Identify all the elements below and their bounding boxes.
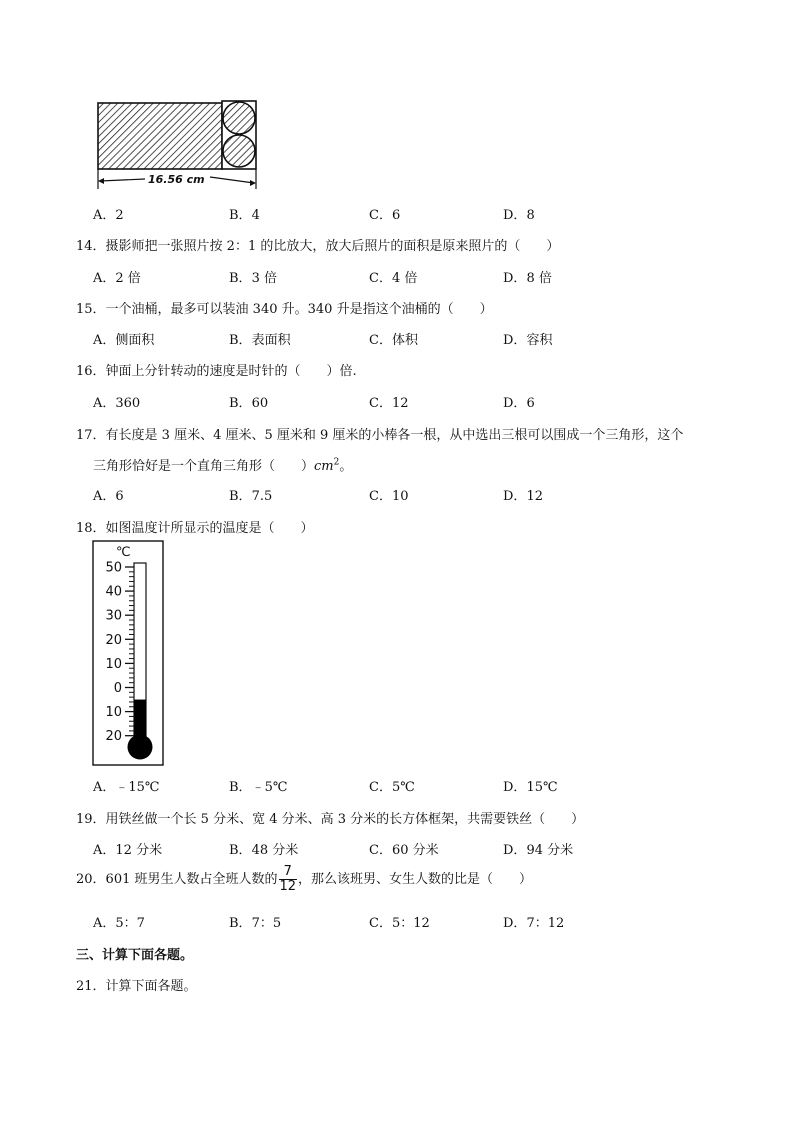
option-a: A．侧面积 [93, 333, 155, 348]
option-c: C．体积 [369, 333, 418, 348]
option-d: D．12 [503, 489, 543, 504]
question-21: 21．计算下面各题。 [76, 979, 197, 994]
option-d: D．8 [503, 208, 535, 223]
tick-label: 40 [105, 584, 122, 600]
option-b: B．7.5 [229, 489, 273, 504]
option-a: A．﹣15℃ [93, 780, 160, 795]
question-17-line-1: 17．有长度是 3 厘米、4 厘米、5 厘米和 9 厘米的小棒各一根，从中选出三根可以围成一个三角形，这个 [76, 428, 684, 443]
tick-label: 10 [105, 656, 122, 672]
option-c: C．10 [369, 489, 409, 504]
option-d: D．容积 [503, 333, 553, 348]
rectangle-circles-figure [90, 95, 262, 195]
option-b: B．48 分米 [229, 843, 299, 858]
option-c: C．12 [369, 396, 409, 411]
question-20: 20．601 班男生人数占全班人数的 $\frac{7}{12}$ ，那么该班男、女生人数的比是（ ） [76, 864, 533, 894]
option-a: A．2 [93, 208, 124, 223]
option-b: B．表面积 [229, 333, 291, 348]
bottom-circle [223, 135, 255, 167]
thermometer-frame [93, 541, 163, 765]
top-circle [223, 102, 255, 134]
question-19: 19．用铁丝做一个长 5 分米、宽 4 分米、高 3 分米的长方体框架，共需要铁丝（ ） [76, 812, 585, 827]
question-15: 15．一个油桶，最多可以装油 340 升。340 升是指这个油桶的（ ） [76, 302, 493, 317]
unit-label: ℃ [116, 545, 131, 560]
question-17-line-2: 三角形恰好是一个直角三角形（ ）$cm^2$。 [93, 457, 353, 474]
option-a: A．6 [93, 489, 124, 504]
option-d: D．6 [503, 396, 535, 411]
option-c: C．60 分米 [369, 843, 439, 858]
shaded-rectangle [98, 103, 222, 169]
option-b: B．7：5 [229, 916, 282, 931]
tick-label: 30 [105, 608, 122, 624]
thermometer-figure [92, 540, 164, 766]
thermometer-bulb [128, 735, 153, 760]
option-a: A．2 倍 [93, 271, 141, 286]
option-d: D．7：12 [503, 916, 565, 931]
figure-length-label: 16.56 cm [148, 173, 205, 186]
option-c: C．4 倍 [369, 271, 418, 286]
option-b: B．4 [229, 208, 260, 223]
option-a: A．12 分米 [93, 843, 163, 858]
option-d: D．15℃ [503, 780, 558, 795]
option-a: A．360 [93, 396, 141, 411]
tick-label: 20 [105, 632, 122, 648]
tick-label: 50 [105, 560, 122, 576]
question-14: 14．摄影师把一张照片按 2：1 的比放大，放大后照片的面积是原来照片的（ ） [76, 239, 560, 254]
option-c: C．6 [369, 208, 401, 223]
option-c: C．5℃ [369, 780, 415, 795]
question-18: 18．如图温度计所显示的温度是（ ） [76, 521, 314, 536]
fraction-7-12: $\frac{7}{12}$ [279, 864, 297, 894]
option-c: C．5：12 [369, 916, 430, 931]
tick-label: 20 [105, 729, 122, 745]
question-16: 16．钟面上分针转动的速度是时针的（ ）倍. [76, 364, 357, 379]
option-b: B．﹣5℃ [229, 780, 288, 795]
option-d: D．8 倍 [503, 271, 552, 286]
unit-cm: cm [314, 459, 334, 474]
tick-label: 10 [105, 705, 122, 721]
tick-label: 0 [113, 681, 122, 696]
option-d: D．94 分米 [503, 843, 574, 858]
option-b: B．3 倍 [229, 271, 277, 286]
option-b: B．60 [229, 396, 269, 411]
section-heading: 三、计算下面各题。 [76, 948, 194, 963]
option-a: A．5：7 [93, 916, 145, 931]
